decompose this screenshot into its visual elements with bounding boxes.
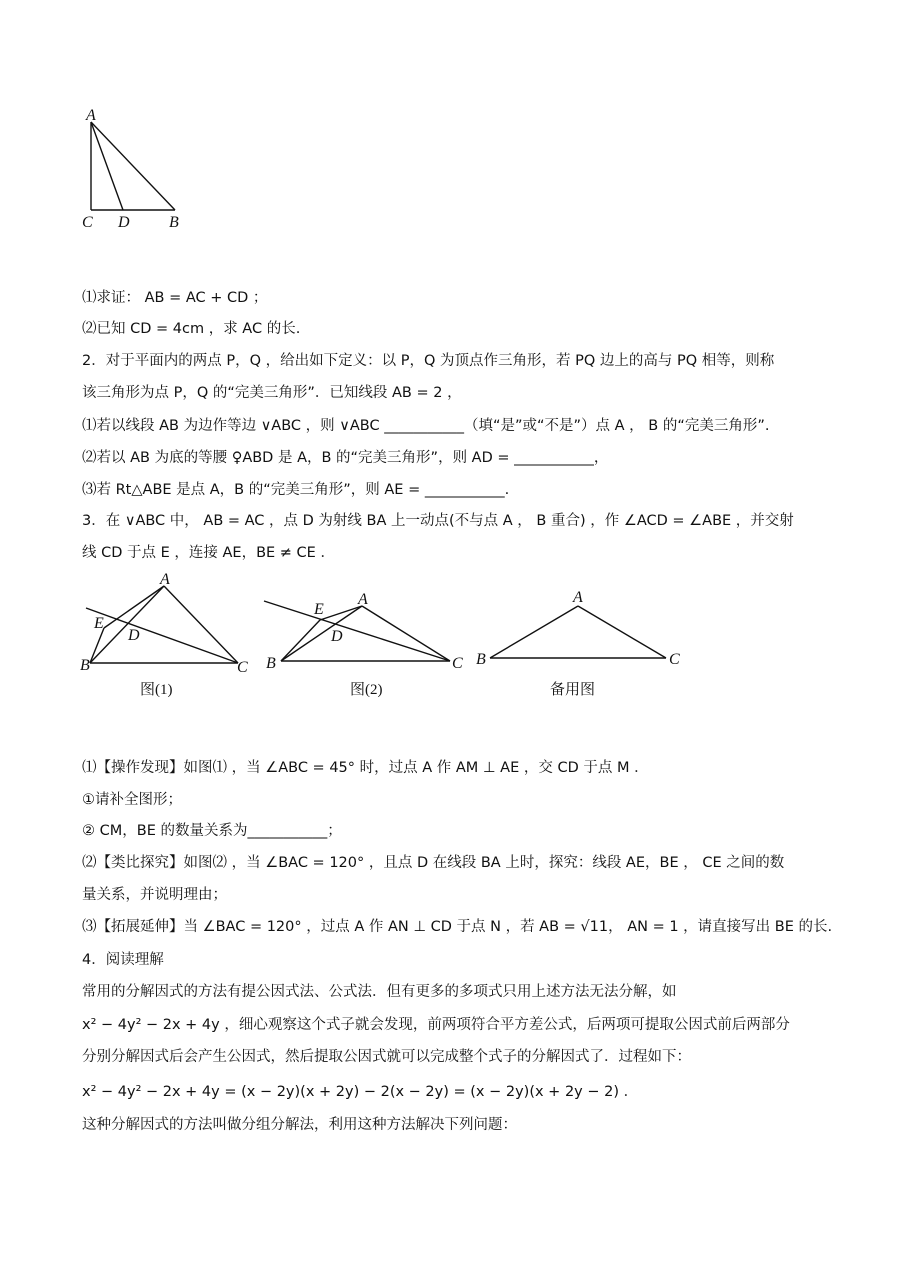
fig2-label-D: D [331,628,343,645]
text-line: x² − 4y² − 2x + 4y ，细心观察这个式子就会发现，前两项符合平方差公式，后两项可提取公因式前后两部分 [82,1017,790,1033]
caption-fig3: 备用图 [550,682,596,698]
fig2-label-C: C [452,655,463,672]
fig3-label-B: B [476,651,486,668]
figure-right-triangle [78,104,198,234]
fig1-label-D: D [128,627,140,644]
label-A: A [86,107,96,124]
text-line: ⑵若以 AB 为底的等腰 ♀ABD 是 A，B 的“完美三角形”，则 AD = ___________， [82,450,609,466]
fig3-label-C: C [669,651,680,668]
text-line: 3．在 ∨ABC 中， AB = AC ，点 D 为射线 BA 上一动点(不与点 A ， B 重合) ，作 ∠ACD = ∠ABE ，并交射 [82,513,794,529]
text-line: ② CM，BE 的数量关系为___________； [82,823,342,839]
segment-AB [91,122,175,210]
fig3-segment-AC [578,606,666,658]
fig1-segment-AC [164,586,238,663]
fig2-label-A: A [358,591,368,608]
caption-fig2: 图(2) [350,682,383,698]
text-line: ⑴【操作发现】如图⑴ ，当 ∠ABC = 45° 时，过点 A 作 AM ⊥ AE ，交 CD 于点 M ． [82,760,649,776]
text-line: 4．阅读理解 [82,952,164,968]
label-C: C [82,214,93,231]
fig1-line-CE [86,608,238,663]
text-line: ⑴求证： AB = AC + CD ； [82,290,268,306]
text-line: x² − 4y² − 2x + 4y = (x − 2y)(x + 2y) − 2(x − 2y) = (x − 2y)(x + 2y − 2) ． [82,1084,639,1100]
fig3-label-A: A [573,589,583,606]
text-line: 量关系，并说明理由； [82,887,227,903]
segment-AD [91,122,123,210]
fig3-segment-BA [490,606,578,658]
text-line: 分别分解因式后会产生公因式，然后提取公因式就可以完成整个式子的分解因式了．过程如下： [82,1049,691,1065]
text-line: ①请补全图形； [82,792,182,808]
text-line: ⑵【类比探究】如图⑵ ，当 ∠BAC = 120° ，且点 D 在线段 BA 上时，探究：线段 AE，BE ， CE 之间的数 [82,855,785,871]
text-line: 该三角形为点 P，Q 的“完美三角形”．已知线段 AB = 2 ， [82,385,462,401]
text-line: 2．对于平面内的两点 P，Q ，给出如下定义：以 P，Q 为顶点作三角形，若 PQ 边上的高与 PQ 相等，则称 [82,353,775,369]
figure-problem3 [78,568,718,708]
fig1-label-C: C [237,659,248,676]
caption-fig1: 图(1) [140,682,173,698]
fig1-segment-EA [104,586,164,628]
fig1-label-E: E [94,615,104,632]
fig2-label-E: E [314,601,324,618]
label-B: B [169,214,179,231]
fig1-label-B: B [80,657,90,674]
text-line: ⑵已知 CD = 4cm ，求 AC 的长. [82,321,301,337]
fig2-label-B: B [266,655,276,672]
label-D: D [118,214,130,231]
fig2-segment-BE [281,620,320,661]
fig2-segment-AC [362,606,450,661]
text-line: ⑴若以线段 AB 为边作等边 ∨ABC ，则 ∨ABC ___________（填“是”或“不是”）点 A ， B 的“完美三角形”. [82,418,770,434]
text-line: 线 CD 于点 E ，连接 AE，BE ≠ CE ． [82,545,335,561]
fig1-label-A: A [160,571,170,588]
text-line: ⑶【拓展延伸】当 ∠BAC = 120° ，过点 A 作 AN ⊥ CD 于点 N ，若 AB = √11， AN = 1 ，请直接写出 BE 的长. [82,919,833,935]
text-line: ⑶若 Rt△ABE 是点 A，B 的“完美三角形”，则 AE = ___________. [82,482,510,498]
fig1-segment-BE [90,628,104,663]
fig2-segment-EA [320,606,362,620]
text-line: 这种分解因式的方法叫做分组分解法，利用这种方法解决下列问题： [82,1117,517,1133]
text-line: 常用的分解因式的方法有提公因式法、公式法．但有更多的多项式只用上述方法无法分解，如 [82,984,677,1000]
